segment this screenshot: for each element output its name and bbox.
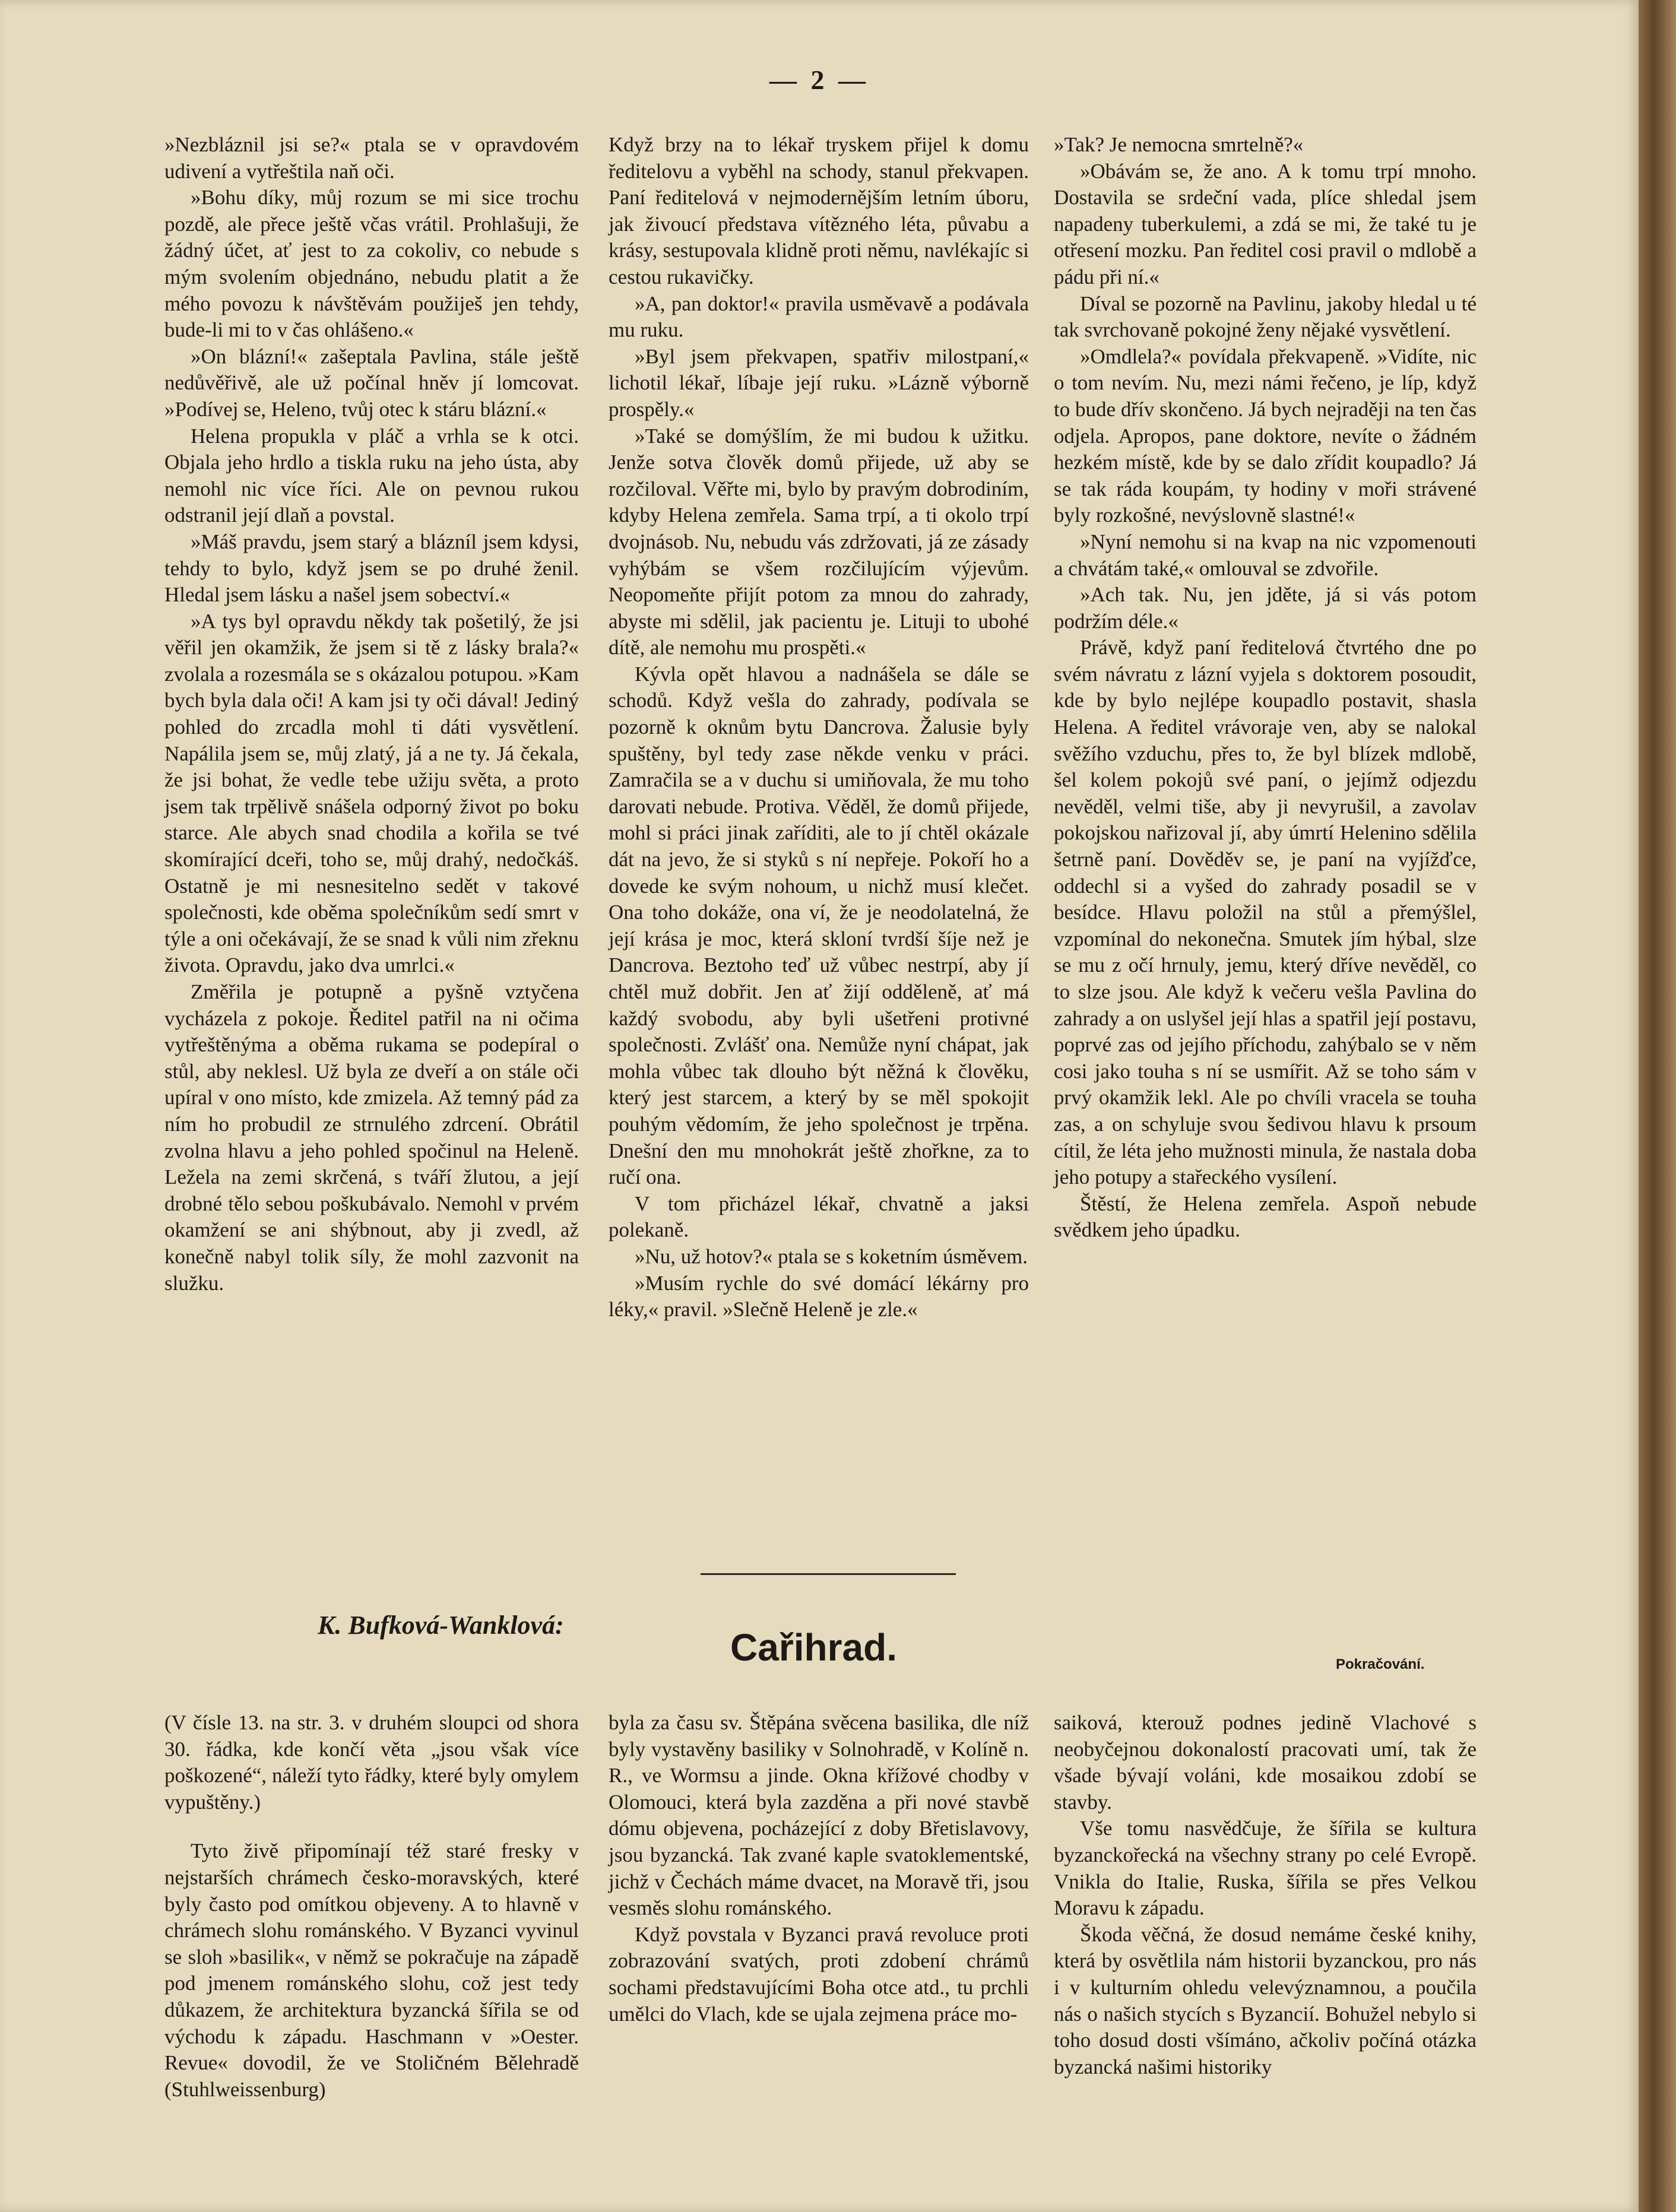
paragraph: Helena propukla v pláč a vrhla se k otci. Objala jeho hrdlo a tiskla ruku na jeho ústa, aby nemohl nic více říci. Ale on pevnou rukou odstranil její dlaň a povstal.: [164, 424, 579, 527]
paragraph: Když povstala v Byzanci pravá revoluce proti zobrazování svatých, proti zdobení chrámů sochami představujícími Boha otce atd., tu prchli umělci do Vlach, kde se ujala zejmena práce mo-: [609, 1922, 1029, 2026]
article-author: K. Bufková-Wanklová:: [318, 1611, 564, 1640]
paragraph: Štěstí, že Helena zemřela. Aspoň nebude svědkem jeho úpadku.: [1054, 1191, 1477, 1242]
paragraph: Vše tomu nasvědčuje, že šířila se kultura byzanckořecká na všechny strany po celé Evropě. Vnikla do Italie, Ruska, šířila se přes Velkou Moravu k západu.: [1054, 1817, 1477, 1920]
page-number: — 2 —: [769, 65, 869, 95]
paragraph: »Máš pravdu, jsem starý a blázníl jsem kdysi, tehdy to bylo, když jsem se po druhé ženil. Hledal jsem lásku a našel jsem sobectví.«: [164, 530, 579, 607]
paragraph: »On blázní!« zašeptala Pavlina, stále ještě nedůvěřivě, ale už počínal hněv jí lomcovat. »Podívej se, Heleno, tvůj otec k stáru blázní.«: [164, 344, 579, 421]
paragraph: Díval se pozorně na Pavlinu, jakoby hledal u té tak svrchovaně pokojné ženy nějaké vysvětlení.: [1054, 291, 1477, 342]
paragraph: Když brzy na to lékař tryskem přijel k domu ředitelovu a vyběhl na schody, stanul překvapen. Paní ředitelová v nejmodernějším letním úboru, jak živoucí představa vítězného léta, půvabu a krásy, sestupovala klidně proti němu, navlékajíc si cestou rukavičky.: [609, 133, 1029, 289]
paragraph: »Ach tak. Nu, jen jděte, já si vás potom podržím déle.«: [1054, 583, 1477, 633]
paragraph: Tyto živě připomínají též staré fresky v nejstarších chrámech česko-moravských, které byly často pod omítkou objeveny. A to hlavně v chrámech slohu románského. V Byzanci vyvinul se sloh »basilik«, v němž se pokračuje na západě pod jmenem románského slohu, což jest tedy důkazem, že architektura byzancká šířila se od východu k západu. Haschmann v »Oester. Revue« dovodil, že ve Stoličném Bělehradě (Stuhlweissenburg): [164, 1839, 579, 2101]
book-binding-edge: [1639, 0, 1676, 2212]
story-column-1: [164, 132, 579, 1297]
paragraph: »Bohu díky, můj rozum se mi sice trochu pozdě, ale přece ještě včas vrátil. Prohlašuji, že žádný účet, ať jest to za cokoliv, co nebude s mým svolením objednáno, nebudu platit a že mého povozu k návštěvám použiješ jen tehdy, bude-li mi to v čas ohlášeno.«: [164, 186, 579, 342]
article-title: Cařihrad.: [730, 1626, 897, 1669]
paragraph: Změřila je potupně a pyšně vztyčena vycházela z pokoje. Ředitel patřil na ni očima vytřeštěnýma a oběma rukama se podepíral o stůl, aby neklesl. Už byla ze dveří a on stále oči upíral v ono místo, kde zmizela. Až temný pád za ním ho probudil ze strnulého zdrcení. Obrátil zvolna hlavu a jeho pohled spočinul na Heleně. Ležela na zemi skrčená, s tváří žlutou, a její drobné tělo sebou poškubávalo. Nemohl v prvém okamžení se ani shýbnout, aby ji zvedl, až konečně nabyl tolik síly, že mohl zazvonit na služku.: [164, 980, 579, 1295]
paragraph: saiková, kterouž podnes jedině Vlachové s neobyčejnou dokonalostí pracovati umí, tak že všade bývají voláni, kde mosaikou zdobí se stavby.: [1054, 1711, 1477, 1814]
paragraph: »Byl jsem překvapen, spatřiv milostpaní,« lichotil lékař, líbaje její ruku. »Lázně výborně prospěly.«: [609, 344, 1029, 421]
article-column-2: [609, 1710, 1029, 2027]
paragraph: »Nu, už hotov?« ptala se s koketním úsměvem.: [635, 1244, 1028, 1268]
article-column-3: [1054, 1710, 1477, 2080]
story-column-3: [1054, 132, 1477, 1244]
paragraph: »Nezbláznil jsi se?« ptala se v opravdovém udivení a vytřeštila naň oči.: [164, 133, 579, 183]
story-column-2: [609, 132, 1029, 1323]
paragraph: »A, pan doktor!« pravila usměvavě a podávala mu ruku.: [609, 291, 1029, 342]
paragraph: »Nyní nemohu si na kvap na nic vzpomenouti a chvátám také,« omlouval se zdvořile.: [1054, 530, 1477, 580]
paragraph: »Tak? Je nemocna smrtelně?«: [1054, 133, 1304, 156]
continued-label: Pokračování.: [1336, 1656, 1425, 1672]
paragraph: Právě, když paní ředitelová čtvrtého dne po svém návratu z lázní vyjela s doktorem posoudit, kde by bylo nejlépe koupadlo postavit, shasla Helena. A ředitel vrávoraje ven, aby se nalokal svěžího vzduchu, přes to, že byl blízek mdlobě, šel kolem pokojů své paní, o jejímž odjezdu nevěděl, velmi tiše, aby ji nevyrušil, a zavolav pokojskou nařizoval jí, aby úmrtí Helenino sdělila šetrně paní. Dověděv se, je paní na vyjížďce, oddechl si a vyšed do zahrady posadil se v besídce. Hlavu položil na stůl a přemýšlel, vzpomínal do nekonečna. Smutek jím hýbal, slze se mu z očí hrnuly, jemu, který dříve nevěděl, co to slze jsou. Ale když k večeru vešla Pavlina do zahrady a on uslyšel její hlas a spatřil její postavu, poprvé zas od jejího příchodu, zahýbalo se v něm cosi jako touha s ní se usmířit. Až se toho sám v prvý okamžik lekl. Ale po chvíli vracela se touha zas, a on schyluje svou šedivou hlavu k prsoum cítil, že léta jeho mužnosti minula, že nastala doba jeho potupy a stařeckého vysílení.: [1054, 636, 1477, 1189]
paragraph: Kývla opět hlavou a nadnášela se dále se schodů. Když vešla do zahrady, podívala se pozorně k oknům bytu Dancrova. Žalusie byly spuštěny, byl tedy zase někde venku v práci. Zamračila se a v duchu si umiňovala, že mu toho darovati nebude. Protiva. Věděl, že domů přijede, mohl si práci jinak zaříditi, ale to jí chtěl okázale dát na jevo, že si styků s ní nepřeje. Pokoří ho a dovede ke svým nohoum, u nichž musí klečet. Ona toho dokáže, ona ví, že je neodolatelná, že její krása je moc, která skloní tvrdší šíje než je Dancrova. Beztoho teď už vůbec nestrpí, aby jí chtěl muž dobřit. Jen ať žijí odděleně, ať má každý svobodu, aby byli ušetřeni protivné společnosti. Zvlášť ona. Nemůže nyní chápat, jak mohla vůbec tak dlouho být něžná k člověku, který jest starcem, a který by se měl spokojit pouhým vědomím, že jeho společnost je trpěna. Dnešní den mu mnohokrát ještě zhořkne, za to ručí ona.: [609, 662, 1029, 1189]
paragraph: Škoda věčná, že dosud nemáme české knihy, která by osvětlila nám historii byzanckou, pro nás i v kulturním ohledu velevýznamnou, a poučila nás o našich stycích s Byzancií. Bohužel nebylo si toho dosud dosti všímáno, ačkoliv počíná otázka byzancká našimi historiky: [1054, 1922, 1477, 2078]
editorial-note: (V čísle 13. na str. 3. v druhém sloupci od shora 30. řádka, kde končí věta „jsou však více poškozené“, náleží tyto řádky, které byly omylem vypuštěny.): [164, 1711, 579, 1814]
section-divider: [701, 1573, 956, 1575]
article-column-1: [164, 1710, 579, 2103]
paragraph: »A tys byl opravdu někdy tak pošetilý, že jsi věřil jen okamžik, že jsem si tě z lásky brala?« zvolala a rozesmála se s okázalou potupou. »Kam bych byla dala oči! A kam jsi ty oči dával! Jediný pohled do zrcadla mohl ti dáti vysvětlení. Napálila jsem se, můj zlatý, já a ne ty. Já čekala, že jsi bohat, že vedle tebe užiju světa, a proto jsem tak trpělivě snášela odporný život po boku starce. Ale abych snad chodila a kořila se tvé skomírající dceři, toho se, můj drahý, nedočkáš. Ostatně je mi nesnesitelno sedět v takové společnosti, kde oběma společníkům sedí smrt v týle a oni očekávají, že se snad k vůli nim zřeknu života. Opravdu, jako dva umrlci.«: [164, 609, 579, 977]
paragraph: »Musím rychle do své domácí lékárny pro léky,« pravil. »Slečně Heleně je zle.«: [609, 1271, 1029, 1322]
paragraph: byla za času sv. Štěpána svěcena basilika, dle níž byly vystavěny basiliky v Solnohradě, v Kolíně n. R., ve Wormsu a jinde. Okna křížové chodby v Olomouci, která byla zazděna a při nové stavbě dómu objevena, pocházející z doby Břetislavovy, jsou byzancká. Tak zvané kaple svatoklementské, jichž v Čechách máme dvacet, na Moravě tři, jsou vesměs slohu románského.: [609, 1711, 1029, 1920]
paragraph: »Také se domýšlím, že mi budou k užitku. Jenže sotva člověk domů přijede, už aby se rozčiloval. Věřte mi, bylo by pravým dobrodiním, kdyby Helena zemřela. Sama trpí, a ti okolo trpí dvojnásob. Nu, nebudu vás zdržovati, já ze zásady vyhýbám se všem rozčilujícím výjevům. Neopomeňte přijít potom za mnou do zahrady, abyste mi sdělil, jak pacientu je. Lituji to ubohé dítě, ale nemohu mu prospěti.«: [609, 424, 1029, 660]
paragraph: V tom přicházel lékař, chvatně a jaksi polekaně.: [609, 1191, 1029, 1242]
paragraph: »Obávám se, že ano. A k tomu trpí mnoho. Dostavila se srdeční vada, plíce shledal jsem napadeny tuberkulemi, a zdá se mi, že také tu je otřesení mozku. Pan ředitel cosi pravil o mdlobě a pádu při ní.«: [1054, 159, 1477, 289]
paragraph: »Omdlela?« povídala překvapeně. »Vidíte, nic o tom nevím. Nu, mezi námi řečeno, je líp, když to bude dřív skončeno. Já bych nejraději na ten čas odjela. Apropos, pane doktore, nevíte o žádném hezkém místě, kde by se dalo zřídit koupadlo? Já se tak ráda koupám, ty hodiny v moři strávené byly rozkošné, nevýslovně slastné!«: [1054, 344, 1477, 527]
